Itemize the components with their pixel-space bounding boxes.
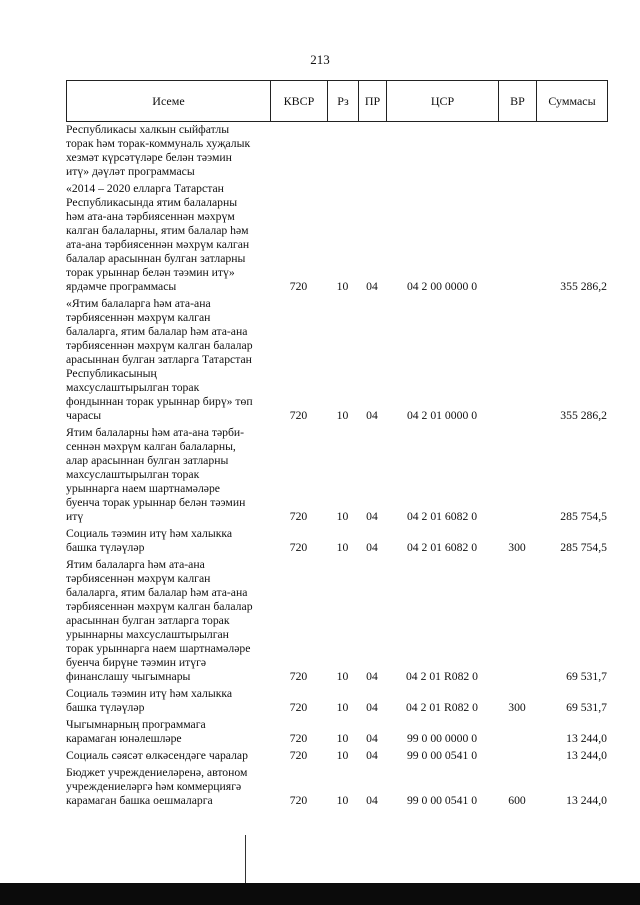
row-name: Социаль тәэмин итү һәм халыкка башка түләүләр <box>66 687 233 714</box>
row-sum: 285 754,5 <box>560 510 607 523</box>
row-rz: 10 <box>336 670 349 683</box>
row-rz: 10 <box>336 732 349 745</box>
table-row <box>66 718 607 746</box>
row-csr: 99 0 00 0000 0 <box>406 732 478 745</box>
row-rz: 10 <box>336 510 349 523</box>
row-pr: 04 <box>366 749 378 762</box>
column-header-pr: ПР <box>359 81 387 122</box>
row-kvsr: 720 <box>289 670 308 683</box>
row-sum: 13 244,0 <box>566 732 607 745</box>
row-pr: 04 <box>366 794 378 807</box>
row-kvsr: 720 <box>289 701 308 714</box>
row-pr: 04 <box>366 732 378 745</box>
row-kvsr: 720 <box>289 280 308 293</box>
table-row <box>66 297 607 423</box>
row-rz: 10 <box>336 280 349 293</box>
row-pr: 04 <box>366 670 378 683</box>
table-row <box>66 558 607 684</box>
table-row <box>66 766 607 808</box>
row-sum: 13 244,0 <box>566 749 607 762</box>
row-csr: 04 2 01 6082 0 <box>406 541 478 554</box>
row-kvsr: 720 <box>289 749 308 762</box>
row-sum: 13 244,0 <box>566 794 607 807</box>
column-header-kvsr: КВСР <box>271 81 328 122</box>
row-kvsr: 720 <box>289 409 308 422</box>
row-name: Социаль тәэмин итү һәм халыкка башка түләүләр <box>66 527 233 554</box>
row-sum: 355 286,2 <box>560 409 607 422</box>
column-header-name: Исеме <box>67 81 271 122</box>
table-row <box>66 426 607 524</box>
row-pr: 04 <box>366 701 378 714</box>
row-sum: 69 531,7 <box>566 670 607 683</box>
row-kvsr: 720 <box>289 510 308 523</box>
row-pr: 04 <box>366 409 378 422</box>
scan-bottom-edge <box>0 883 640 905</box>
page-number: 213 <box>310 52 330 67</box>
row-rz: 10 <box>336 749 349 762</box>
scan-artifact-line <box>245 835 246 883</box>
row-name: Социаль сәясәт өлкәсендәге чаралар <box>66 749 248 762</box>
row-csr: 99 0 00 0541 0 <box>406 794 478 807</box>
row-sum: 69 531,7 <box>566 701 607 714</box>
table-row <box>66 123 607 179</box>
row-pr: 04 <box>366 280 378 293</box>
column-header-csr: ЦСР <box>387 81 499 122</box>
row-name: Бюджет учреждениеләренә, автоном учреждениеләргә һәм коммерциягә карамаган башка оешмаларга <box>66 766 248 807</box>
table-row <box>66 527 607 555</box>
row-name: Чыгымнарның программага карамаган юнәлешләре <box>66 718 206 745</box>
row-pr: 04 <box>366 510 378 523</box>
row-name: «2014 – 2020 елларга Татарстан Республикасында ятим балаларны һәм ата-ана тәрбиясеннән мәхрүм калган балаларны, ятим балалар һәм ата-ана тәрбиясеннән мәхрүм калган балалар арасыннан булган затларны торак урыннар белән тәэмин итү» ярдәмче программасы <box>66 182 250 293</box>
table-row <box>66 182 607 294</box>
row-sum: 355 286,2 <box>560 280 607 293</box>
row-csr: 04 2 01 0000 0 <box>406 409 478 422</box>
row-kvsr: 720 <box>289 732 308 745</box>
row-rz: 10 <box>336 701 349 714</box>
column-header-vr: ВР <box>499 81 537 122</box>
table-body <box>66 123 607 811</box>
row-kvsr: 720 <box>289 794 308 807</box>
row-vr: 600 <box>508 794 526 807</box>
row-kvsr: 720 <box>289 541 308 554</box>
table-row <box>66 749 607 763</box>
row-csr: 04 2 01 R082 0 <box>405 701 479 714</box>
column-header-rz: Рз <box>328 81 359 122</box>
row-vr: 300 <box>508 701 526 714</box>
row-name: Республикасы халкын сыйфатлы торак һәм торак-коммуналь хуҗалык хезмәт күрсәтүләре белән тәэмин итү» дәүләт программасы <box>66 123 251 178</box>
table-header <box>66 80 608 122</box>
row-name: «Ятим балаларга һәм ата-ана тәрбиясеннән мәхрүм калган балаларга, ятим балалар һәм ата-ана тәрбиясеннән мәхрүм калган балалар арасыннан булган затларга Татарстан Республикасының махсуслаштырылган торак фондыннан торак урыннар бирү» төп чарасы <box>66 297 253 422</box>
column-header-sum: Суммасы <box>537 81 608 122</box>
row-rz: 10 <box>336 794 349 807</box>
row-sum: 285 754,5 <box>560 541 607 554</box>
row-csr: 04 2 01 6082 0 <box>406 510 478 523</box>
row-csr: 99 0 00 0541 0 <box>406 749 478 762</box>
row-csr: 04 2 01 R082 0 <box>405 670 479 683</box>
row-name: Ятим балаларга һәм ата-ана тәрбиясеннән мәхрүм калган балаларга, ятим балалар һәм ата-ана тәрбиясеннән мәхрүм калган балалар арасыннан булган затларга торак урыннарны махсуслаштырылган торак урыннарга наем шартнамәләре буенча бирүне тәэмин итүгә финанслашу чыгымнары <box>66 558 253 683</box>
row-name: Ятим балаларны һәм ата-ана тәрби- сеннән мәхрүм калган балаларны, алар арасыннан булган затларны махсуслаштырылган торак урыннарга наем шартнамәләре буенча торак урыннар белән тәэмин итү <box>66 426 246 523</box>
row-rz: 10 <box>336 541 349 554</box>
row-vr: 300 <box>508 541 526 554</box>
row-rz: 10 <box>336 409 349 422</box>
row-csr: 04 2 00 0000 0 <box>406 280 478 293</box>
table-row <box>66 687 607 715</box>
row-pr: 04 <box>366 541 378 554</box>
